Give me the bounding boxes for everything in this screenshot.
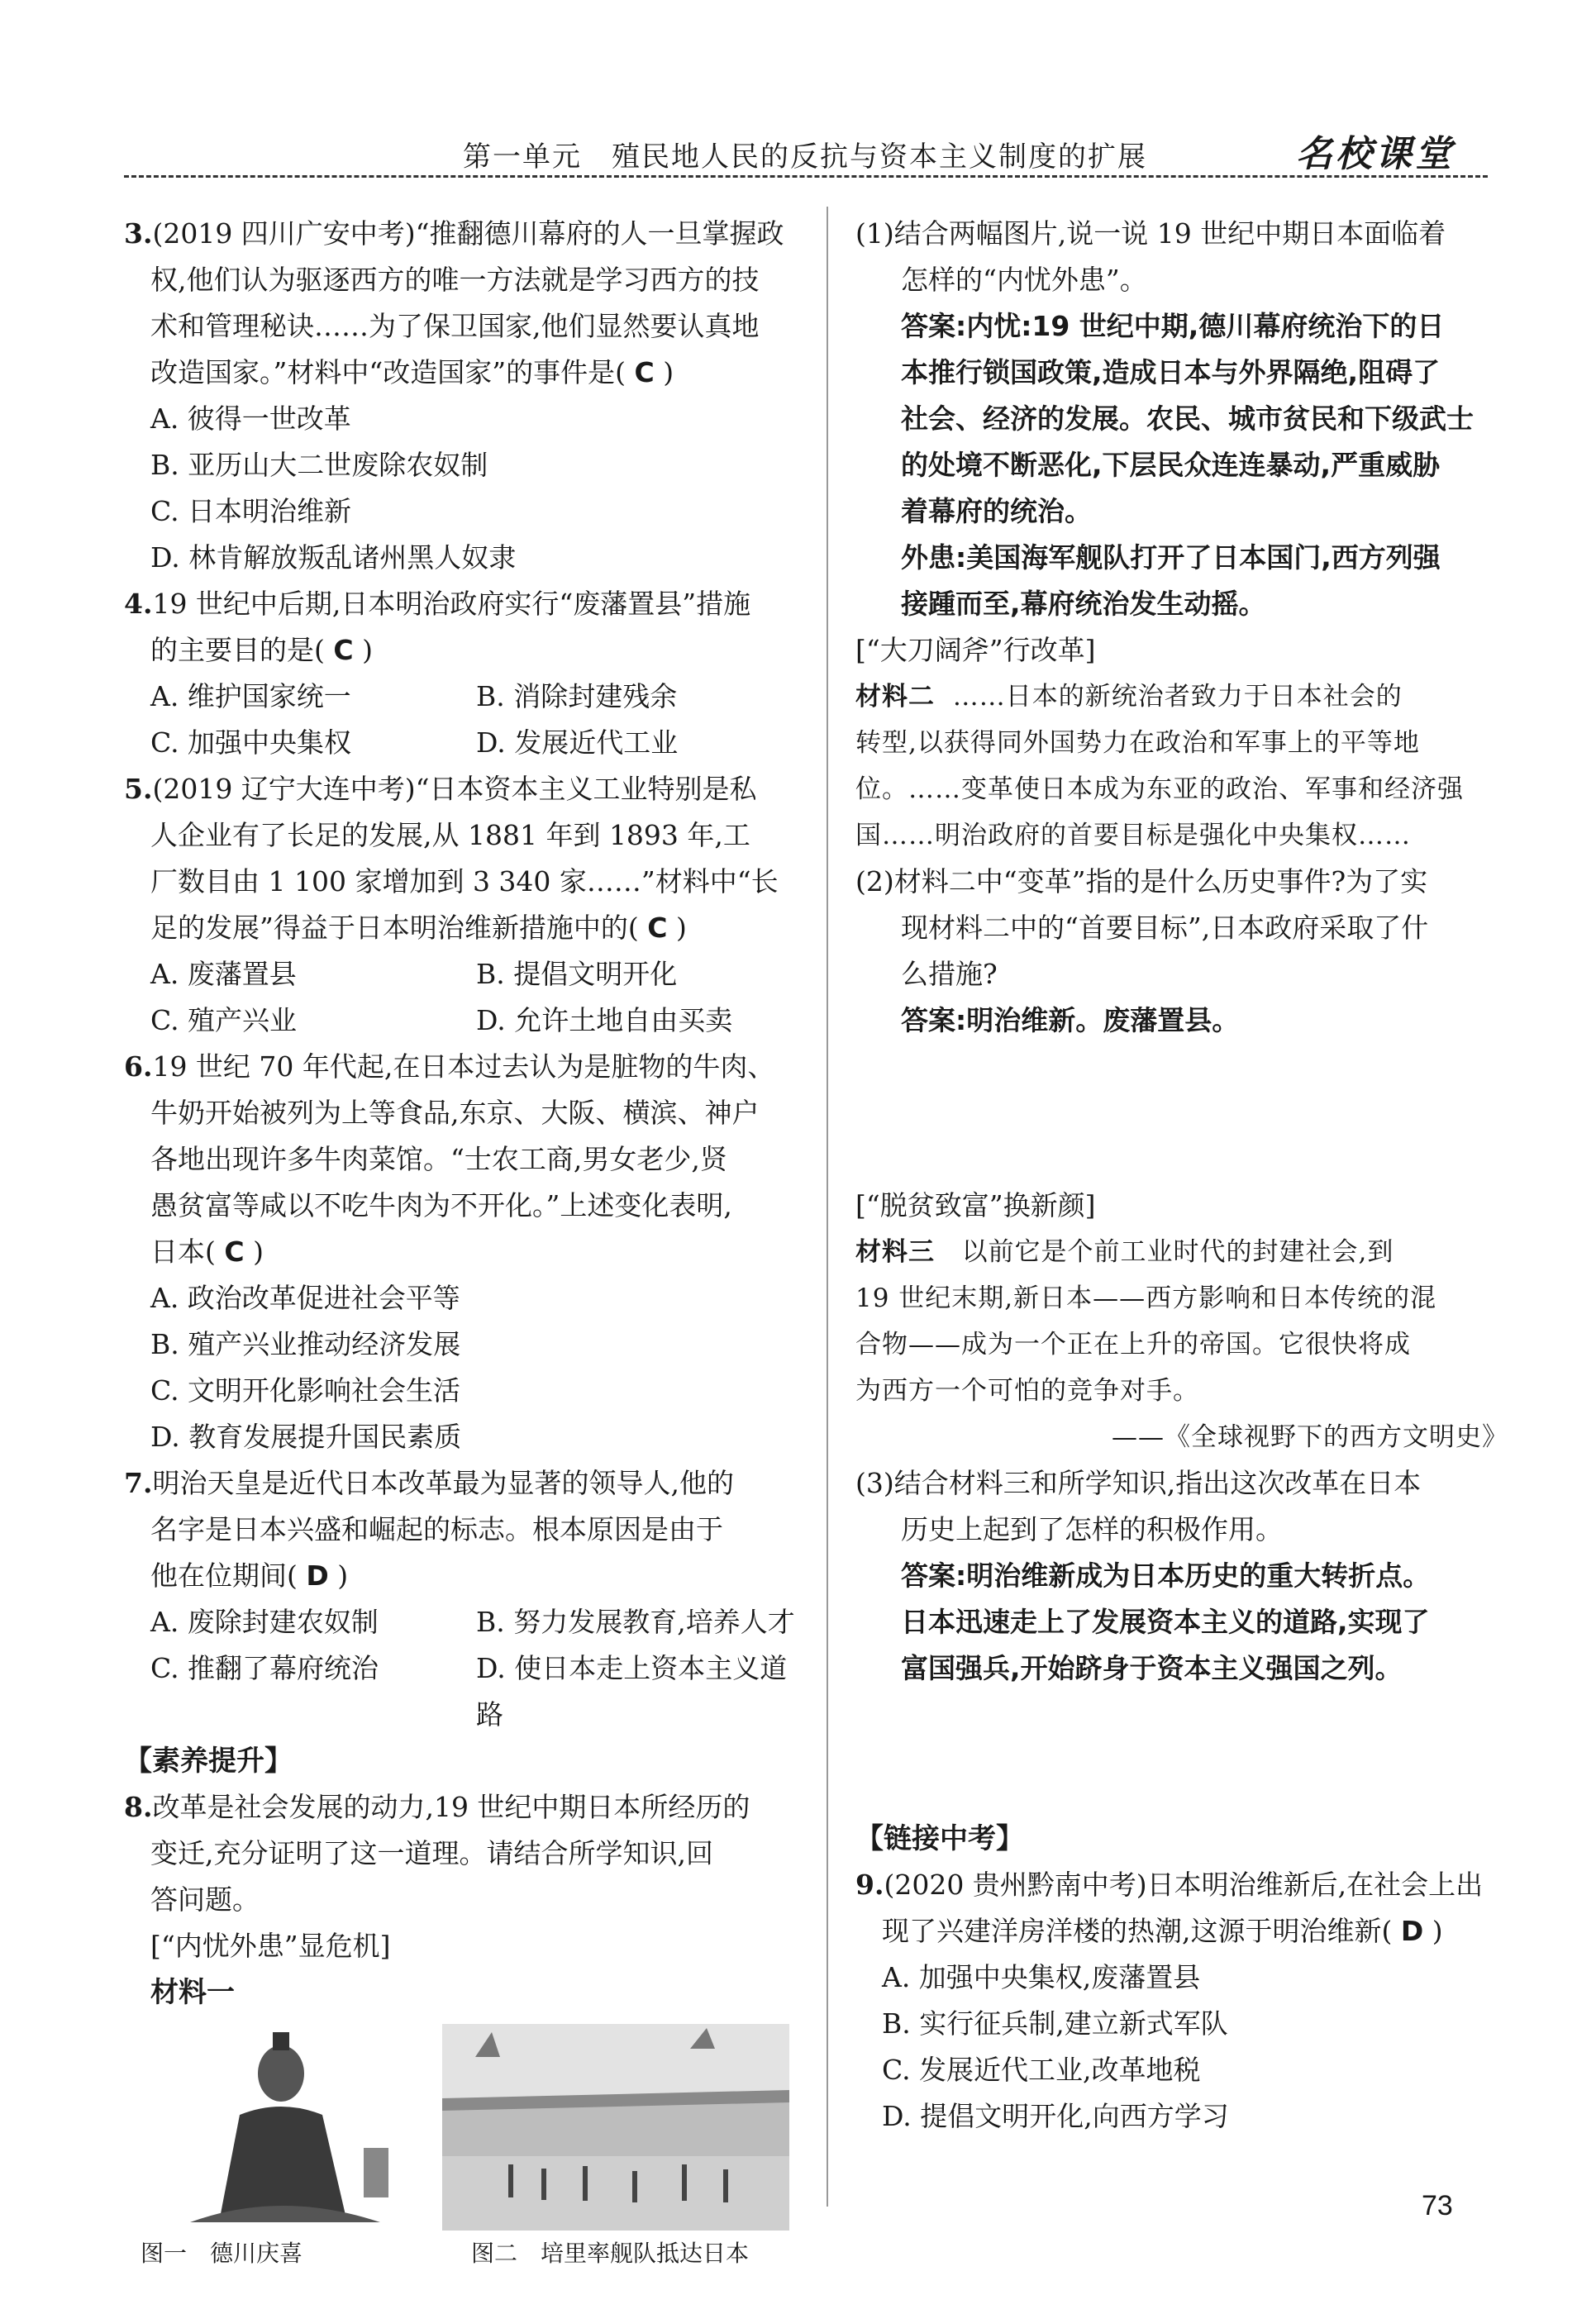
- page-number: 73: [1422, 2190, 1453, 2221]
- question-9: 9.(2020 贵州黔南中考)日本明治维新后,在社会上出 现了兴建洋房洋楼的热潮,这源于明治维新( D ) A. 加强中央集权,废藩置县 B. 实行征兵制,建立新式军队 C. 发展近代工业,改革地税 D. 提倡文明开化,向西方学习: [855, 1862, 1508, 2140]
- material-2: 材料二 ……日本的新统治者致力于日本社会的 转型,以获得同外国势力在政治和军事上的平等地 位。……变革使日本成为东亚的政治、军事和经济强 国……明治政府的首要目标是强化中央集权……: [855, 682, 1464, 850]
- unit-title: 第一单元 殖民地人民的反抗与资本主义制度的扩展: [463, 140, 1147, 174]
- section-heading: 【素养提升】: [124, 1745, 293, 1778]
- header-divider: [124, 175, 1488, 178]
- material-3: 材料三 以前它是个前工业时代的封建社会,到 19 世纪末期,新日本——西方影响和日本传统的混 合物——成为一个正在上升的帝国。它很快将成 为西方一个可怕的竞争对手。 ——《全球视野下的西方文明史》: [855, 1229, 1508, 1460]
- q-number: 7.: [124, 1467, 153, 1499]
- answer-choice: C: [224, 1236, 245, 1268]
- option: B. 实行征兵制,建立新式军队: [882, 2007, 1228, 2040]
- option: C. 发展近代工业,改革地税: [882, 2054, 1201, 2086]
- right-column: (1)结合两幅图片,说一说 19 世纪中期日本面临着 怎样的“内忧外患”。 答案:内忧:19 世纪中期,德川幕府统治下的日 本推行锁国政策,造成日本与外界隔绝,阻碍了 社会、经济的发展。农民、城市贫民和下级武士 的处境不断恶化,下层民众连连暴动,严重威胁 着幕府的统治。 外患:美国海军舰队打开了日本国门,西方列强 接踵而至,幕府统治发生动摇。 [“大刀阔斧”行改革] 材料二 ……日本的新统治者致力于日本社会的 转型,以获得同外国势力在政治和军事上的平等地 位。……变革使日本成为东亚的政治、军事和经济强 国……明治政府的首要目标是强化中央集权…… (2)材料二中“变革”指的是什么历史事件?为了实 现材料二中的“首要目标”,日本政府采取了什 么措施? 答案:明治维新。废藩置县。 [“脱贫致富”换新颜] 材料三 以前它是个前工业时代的封建社会,到 19 世纪末期,新日本——西方影响和日本传统的混 合物——成为一个正在上升的帝国。它很快将成 为西方一个可怕的竞争对手。 ——《全球视野下的西方文明史》 (3)结合材料三和所学知识,指出这次改革在日本 历史上起到了怎样的积极作用。 答案:明治维新成为日本历史的重大转折点。 日本迅速走上了发展资本主义的道路,实现了 富国强兵,开始跻身于资本主义强国之列。 【链接中考】 9.(2020 贵州黔南中考)日本明治维新后,在社会上出 现了兴建洋房洋楼的热潮,这源于明治维新( D ) A. 加强中央集权,废藩置县 B. 实行征兵制,建立新式军队 C. 发展近代工业,改革地税 D. 提倡文明开化,向西方学习: [855, 211, 1508, 2140]
- option: B. 消除封建残余: [476, 680, 678, 712]
- question-7: 7.明治天皇是近代日本改革最为显著的领导人,他的 名字是日本兴盛和崛起的标志。根本原因是由于 他在位期间( D ) A. 废除封建农奴制 B. 努力发展教育,培养人才 C. 推翻了幕府统治 D. 使日本走上资本主义道路: [124, 1460, 802, 1738]
- subheading: [“大刀阔斧”行改革]: [855, 634, 1096, 666]
- option: A. 加强中央集权,废藩置县: [882, 1961, 1201, 1993]
- question-4: 4.19 世纪中后期,日本明治政府实行“废藩置县”措施 的主要目的是( C ) A. 维护国家统一 B. 消除封建残余 C. 加强中央集权 D. 发展近代工业: [124, 581, 802, 766]
- subheading: [“脱贫致富”换新颜]: [855, 1189, 1096, 1221]
- question-8-intro: 8.改革是社会发展的动力,19 世纪中期日本所经历的 变迁,充分证明了这一道理。请结合所学知识,回 答问题。 [“内忧外患”显危机] 材料一 图一 德川庆喜 图二 培里率舰队抵达日本: [124, 1784, 802, 2272]
- option: A. 维护国家统一: [150, 680, 351, 712]
- section-heading: 【链接中考】: [855, 1822, 1024, 1855]
- option: D. 使日本走上资本主义道路: [476, 1652, 788, 1731]
- figure-1-caption: 图一 德川庆喜: [141, 2240, 303, 2267]
- question-3: 3.(2019 四川广安中考)“推翻德川幕府的人一旦掌握政 权,他们认为驱逐西方的唯一方法就是学习西方的技 术和管理秘诀……为了保卫国家,他们显然要认真地 改造国家。”材料中“改造国家”的事件是( C ) A. 彼得一世改革 B. 亚历山大二世废除农奴制 C. 日本明治维新 D. 林肯解放叛乱诸州黑人奴隶: [124, 211, 802, 581]
- material-label: 材料三: [855, 1237, 935, 1267]
- question-6: 6.19 世纪 70 年代起,在日本过去认为是脏物的牛肉、 牛奶开始被列为上等食品,东京、大阪、横滨、神户 各地出现许多牛肉菜馆。“士农工商,男女老少,贤 愚贫富等咸以不吃牛肉为不开化。”上述变化表明, 日本( C ) A. 政治改革促进社会平等 B. 殖产兴业推动经济发展 C. 文明开化影响社会生活 D. 教育发展提升国民素质: [124, 1044, 802, 1460]
- option: C. 殖产兴业: [150, 1004, 298, 1036]
- answer-block-3: 答案:明治维新成为日本历史的重大转折点。 日本迅速走上了发展资本主义的道路,实现了 富国强兵,开始跻身于资本主义强国之列。: [901, 1559, 1431, 1684]
- option: A. 彼得一世改革: [150, 402, 351, 435]
- page-header: [124, 124, 1488, 174]
- q-number: 5.: [124, 773, 153, 805]
- q-number: 6.: [124, 1050, 153, 1083]
- option: C. 文明开化影响社会生活: [150, 1374, 461, 1407]
- option: A. 废藩置县: [150, 958, 297, 990]
- option: D. 允许土地自由买卖: [476, 1004, 733, 1036]
- q-number: 9.: [855, 1869, 884, 1901]
- answer-choice: C: [333, 634, 354, 666]
- perry-fleet-image: [442, 2024, 789, 2231]
- material-label: 材料二: [855, 682, 935, 712]
- answer-choice: D: [1400, 1915, 1424, 1947]
- answer-choice: D: [306, 1559, 329, 1592]
- answer-block-2: 答案:明治维新。废藩置县。: [901, 1004, 1240, 1036]
- tokugawa-portrait-image: [141, 2024, 422, 2231]
- option: B. 努力发展教育,培养人才: [476, 1606, 795, 1638]
- blank-space: [855, 1044, 1508, 1183]
- option: D. 教育发展提升国民素质: [150, 1421, 462, 1453]
- answer-choice: C: [634, 356, 655, 388]
- answer-block-1: 答案:内忧:19 世纪中期,德川幕府统治下的日 本推行锁国政策,造成日本与外界隔绝,阻碍了 社会、经济的发展。农民、城市贫民和下级武士 的处境不断恶化,下层民众连连暴动,严重威胁 着幕府的统治。 外患:美国海军舰队打开了日本国门,西方列强 接踵而至,幕府统治发生动摇。: [901, 310, 1474, 620]
- option: A. 废除封建农奴制: [150, 1606, 379, 1638]
- subheading: [“内忧外患”显危机]: [150, 1930, 391, 1962]
- column-divider: [827, 207, 828, 2207]
- material-label: 材料一: [150, 1976, 235, 2009]
- figures: [124, 2024, 802, 2272]
- option: B. 亚历山大二世废除农奴制: [150, 449, 488, 481]
- blank-space: [855, 1692, 1508, 1816]
- figure-2-caption: 图二 培里率舰队抵达日本: [471, 2240, 750, 2267]
- q-number: 3.: [124, 217, 153, 250]
- q-number: 8.: [124, 1791, 153, 1823]
- option: D. 提倡文明开化,向西方学习: [882, 2100, 1229, 2132]
- option: D. 发展近代工业: [476, 726, 679, 759]
- option: C. 加强中央集权: [150, 726, 352, 759]
- option: C. 日本明治维新: [150, 495, 352, 527]
- brand-logo: 名校课堂: [1296, 133, 1455, 175]
- question-5: 5.(2019 辽宁大连中考)“日本资本主义工业特别是私 人企业有了长足的发展,从 1881 年到 1893 年,工 厂数目由 1 100 家增加到 3 340 家……”材料中“长 足的发展”得益于日本明治维新措施中的( C ) A. 废藩置县 B. 提倡文明开化 C. 殖产兴业 D. 允许土地自由买卖: [124, 766, 802, 1044]
- option: D. 林肯解放叛乱诸州黑人奴隶: [150, 541, 517, 574]
- material-source: ——《全球视野下的西方文明史》: [1112, 1422, 1508, 1452]
- left-column: [124, 211, 802, 2272]
- option: B. 提倡文明开化: [476, 958, 678, 990]
- q-number: 4.: [124, 588, 153, 620]
- option: A. 政治改革促进社会平等: [150, 1282, 460, 1314]
- option: C. 推翻了幕府统治: [150, 1652, 379, 1684]
- option: B. 殖产兴业推动经济发展: [150, 1328, 461, 1360]
- answer-choice: C: [647, 912, 668, 944]
